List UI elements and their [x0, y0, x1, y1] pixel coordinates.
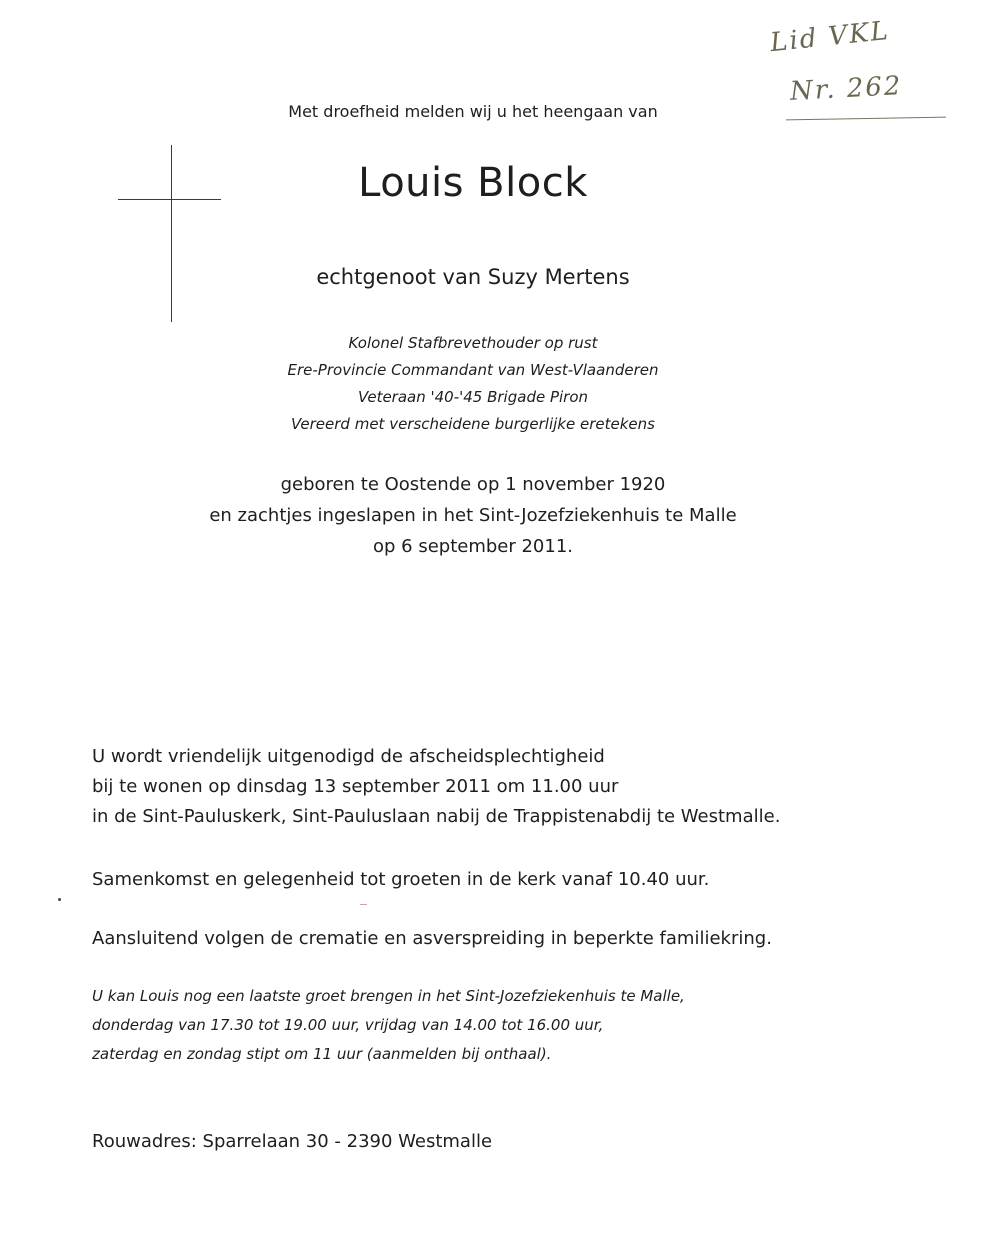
invitation-line-3: in de Sint-Pauluskerk, Sint-Pauluslaan nabij de Trappistenabdij te Westmalle.: [92, 806, 781, 827]
title-line-2: Ere-Provincie Commandant van West-Vlaanderen: [287, 361, 659, 379]
scan-mark: [360, 904, 367, 905]
handwritten-note-line-1: Lid VKL: [768, 15, 892, 59]
title-line-1: Kolonel Stafbrevethouder op rust: [348, 334, 598, 352]
deceased-name: Louis Block: [358, 160, 588, 206]
scan-speck: [58, 898, 61, 901]
handwritten-note-line-2: Nr. 262: [789, 71, 904, 107]
visit-line-1: U kan Louis nog een laatste groet brengen in het Sint-Jozefziekenhuis te Malle,: [92, 987, 685, 1005]
birth-line: geboren te Oostende op 1 november 1920: [280, 474, 666, 495]
invitation-line-1: U wordt vriendelijk uitgenodigd de afscheidsplechtigheid: [92, 746, 605, 767]
intro-text: Met droefheid melden wij u het heengaan van: [288, 102, 658, 121]
visit-line-3: zaterdag en zondag stipt om 11 uur (aanmelden bij onthaal).: [92, 1045, 552, 1063]
visit-line-2: donderdag van 17.30 tot 19.00 uur, vrijdag van 14.00 tot 16.00 uur,: [92, 1016, 604, 1034]
spouse-line: echtgenoot van Suzy Mertens: [316, 265, 630, 289]
invitation-line-2: bij te wonen op dinsdag 13 september 2011 om 11.00 uur: [92, 776, 619, 797]
cremation-text: Aansluitend volgen de crematie en asverspreiding in beperkte familiekring.: [92, 928, 772, 949]
death-date-line: op 6 september 2011.: [372, 536, 574, 557]
mourning-address: Rouwadres: Sparrelaan 30 - 2390 Westmalle: [92, 1131, 493, 1152]
death-line: en zachtjes ingeslapen in het Sint-Jozefziekenhuis te Malle: [209, 505, 737, 526]
gathering-text: Samenkomst en gelegenheid tot groeten in de kerk vanaf 10.40 uur.: [92, 869, 710, 890]
title-line-3: Veteraan '40-'45 Brigade Piron: [357, 388, 589, 406]
title-line-4: Vereerd met verscheidene burgerlijke eretekens: [291, 415, 655, 433]
